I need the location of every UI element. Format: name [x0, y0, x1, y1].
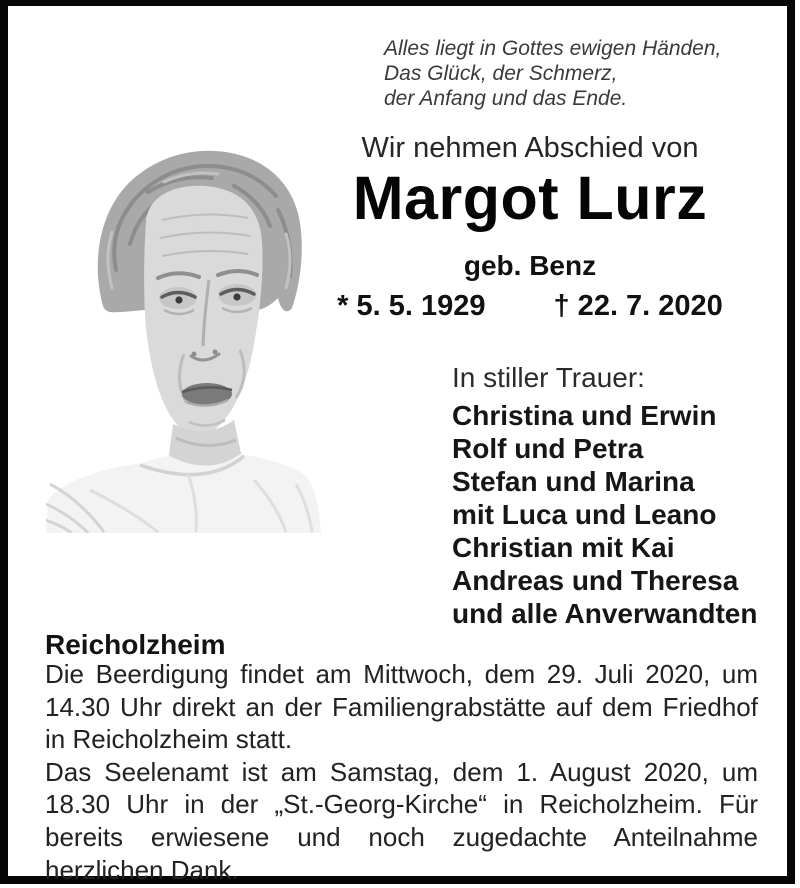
epigraph-line: Das Glück, der Schmerz, — [384, 62, 618, 85]
mourner-line: Christian mit Kai — [452, 532, 675, 563]
funeral-paragraph: Die Beerdigung findet am Mittwoch, dem 29. Juli 2020, um 14.30 Uhr direkt an der Familiengrabstätte auf dem Friedhof in Reicholzheim statt. — [45, 659, 758, 755]
requiem-paragraph: Das Seelenamt ist am Samstag, dem 1. August 2020, um 18.30 Uhr in der „St.-Georg-Kirche“ in Reicholzheim. Für bereits erwiesene und noch zugedachte Anteilnahme herzlichen Dank. — [45, 756, 758, 885]
mourner-line: Christina und Erwin — [452, 400, 717, 431]
mourner-line: und alle Anverwandten — [452, 598, 758, 629]
mourners-list — [452, 399, 757, 630]
farewell-intro: Wir nehmen Abschied von — [361, 132, 699, 164]
epigraph-line: Alles liegt in Gottes ewigen Händen, — [384, 37, 722, 60]
portrait-photo — [46, 148, 321, 533]
place-heading: Reicholzheim — [45, 629, 226, 660]
service-details — [45, 658, 758, 886]
maiden-name: geb. Benz — [463, 250, 597, 281]
death-date: † 22. 7. 2020 — [553, 290, 723, 322]
mourner-line: Rolf und Petra — [452, 433, 644, 464]
epigraph-line: der Anfang und das Ende. — [384, 87, 628, 110]
mourning-label: In stiller Trauer: — [452, 362, 645, 393]
mourner-line: Andreas und Theresa — [452, 565, 739, 596]
mourning-block — [452, 363, 757, 630]
epigraph — [384, 36, 721, 111]
life-dates — [320, 290, 740, 323]
mourner-line: mit Luca und Leano — [452, 499, 717, 530]
portrait-illustration — [46, 148, 321, 533]
deceased-name: Margot Lurz — [352, 164, 708, 232]
mourner-line: Stefan und Marina — [452, 466, 695, 497]
birth-date: * 5. 5. 1929 — [337, 290, 486, 322]
